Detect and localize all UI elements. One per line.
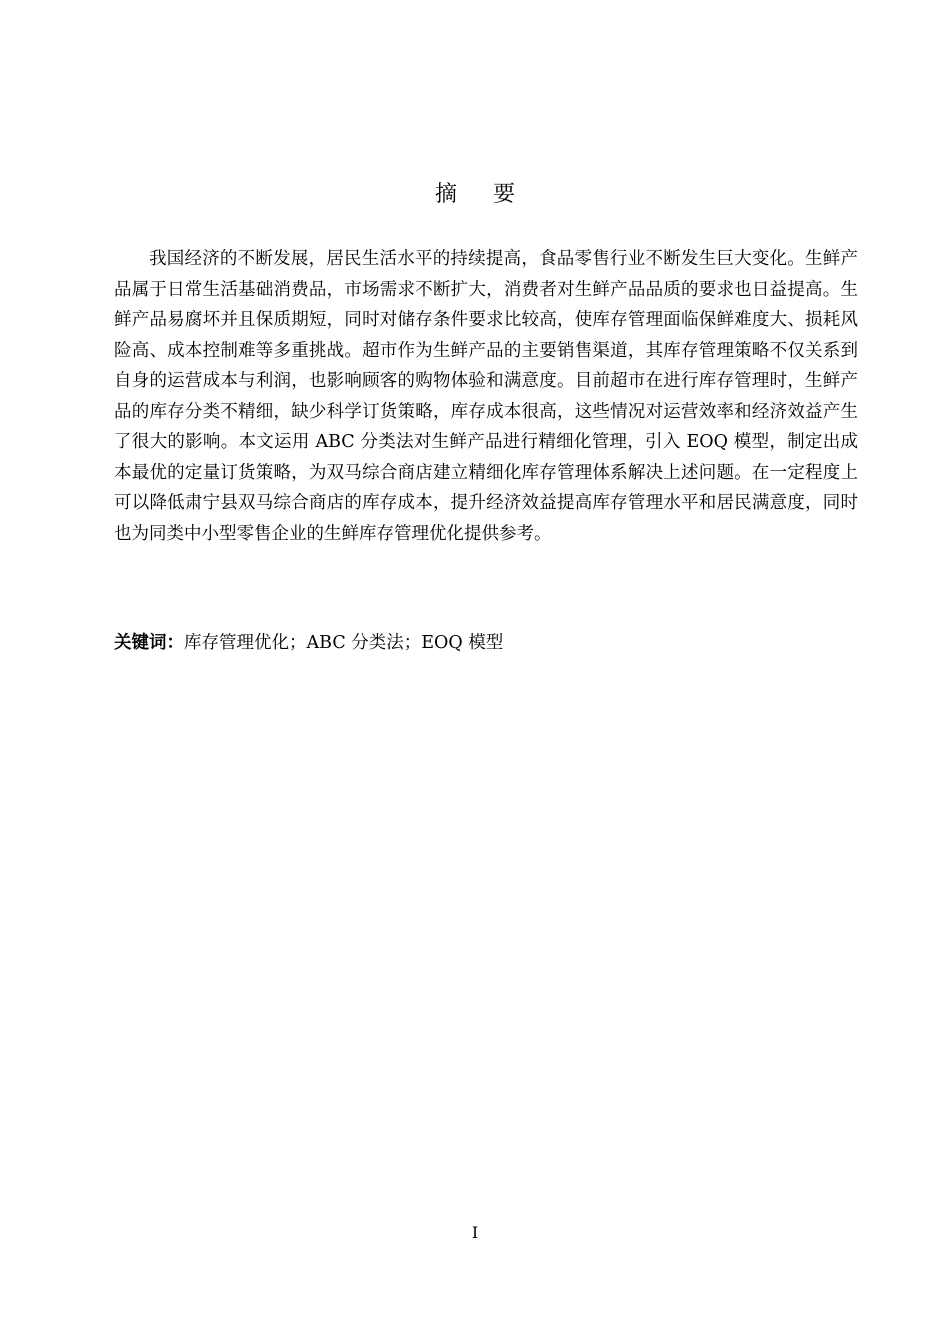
page-title: 摘要 [434,182,551,207]
keywords-line [114,628,858,658]
abstract-paragraph: 我国经济的不断发展，居民生活水平的持续提高，食品零售行业不断发生巨大变化。生鲜产品属于日常生活基础消费品，市场需求不断扩大，消费者对生鲜产品品质的要求也日益提高。生鲜产品易腐坏并且保质期短，同时对储存条件要求比较高，使库存管理面临保鲜难度大、损耗风险高、成本控制难等多重挑战。超市作为生鲜产品的主要销售渠道，其库存管理策略不仅关系到自身的运营成本与利润，也影响顾客的购物体验和满意度。目前超市在进行库存管理时，生鲜产品的库存分类不精细，缺少科学订货策略，库存成本很高，这些情况对运营效率和经济效益产生了很大的影响。本文运用 ABC 分类法对生鲜产品进行精细化管理，引入 EOQ 模型，制定出成本最优的定量订货策略，为双马综合商店建立精细化库存管理体系解决上述问题。在一定程度上可以降低肃宁县双马综合商店的库存成本，提升经济效益提高库存管理水平和居民满意度，同时也为同类中小型零售企业的生鲜库存管理优化提供参考。 [114,249,858,544]
keywords-text: 库存管理优化；ABC 分类法；EOQ 模型 [184,633,504,653]
keywords-label: 关键词： [114,633,184,653]
page-number: I [471,1223,479,1242]
